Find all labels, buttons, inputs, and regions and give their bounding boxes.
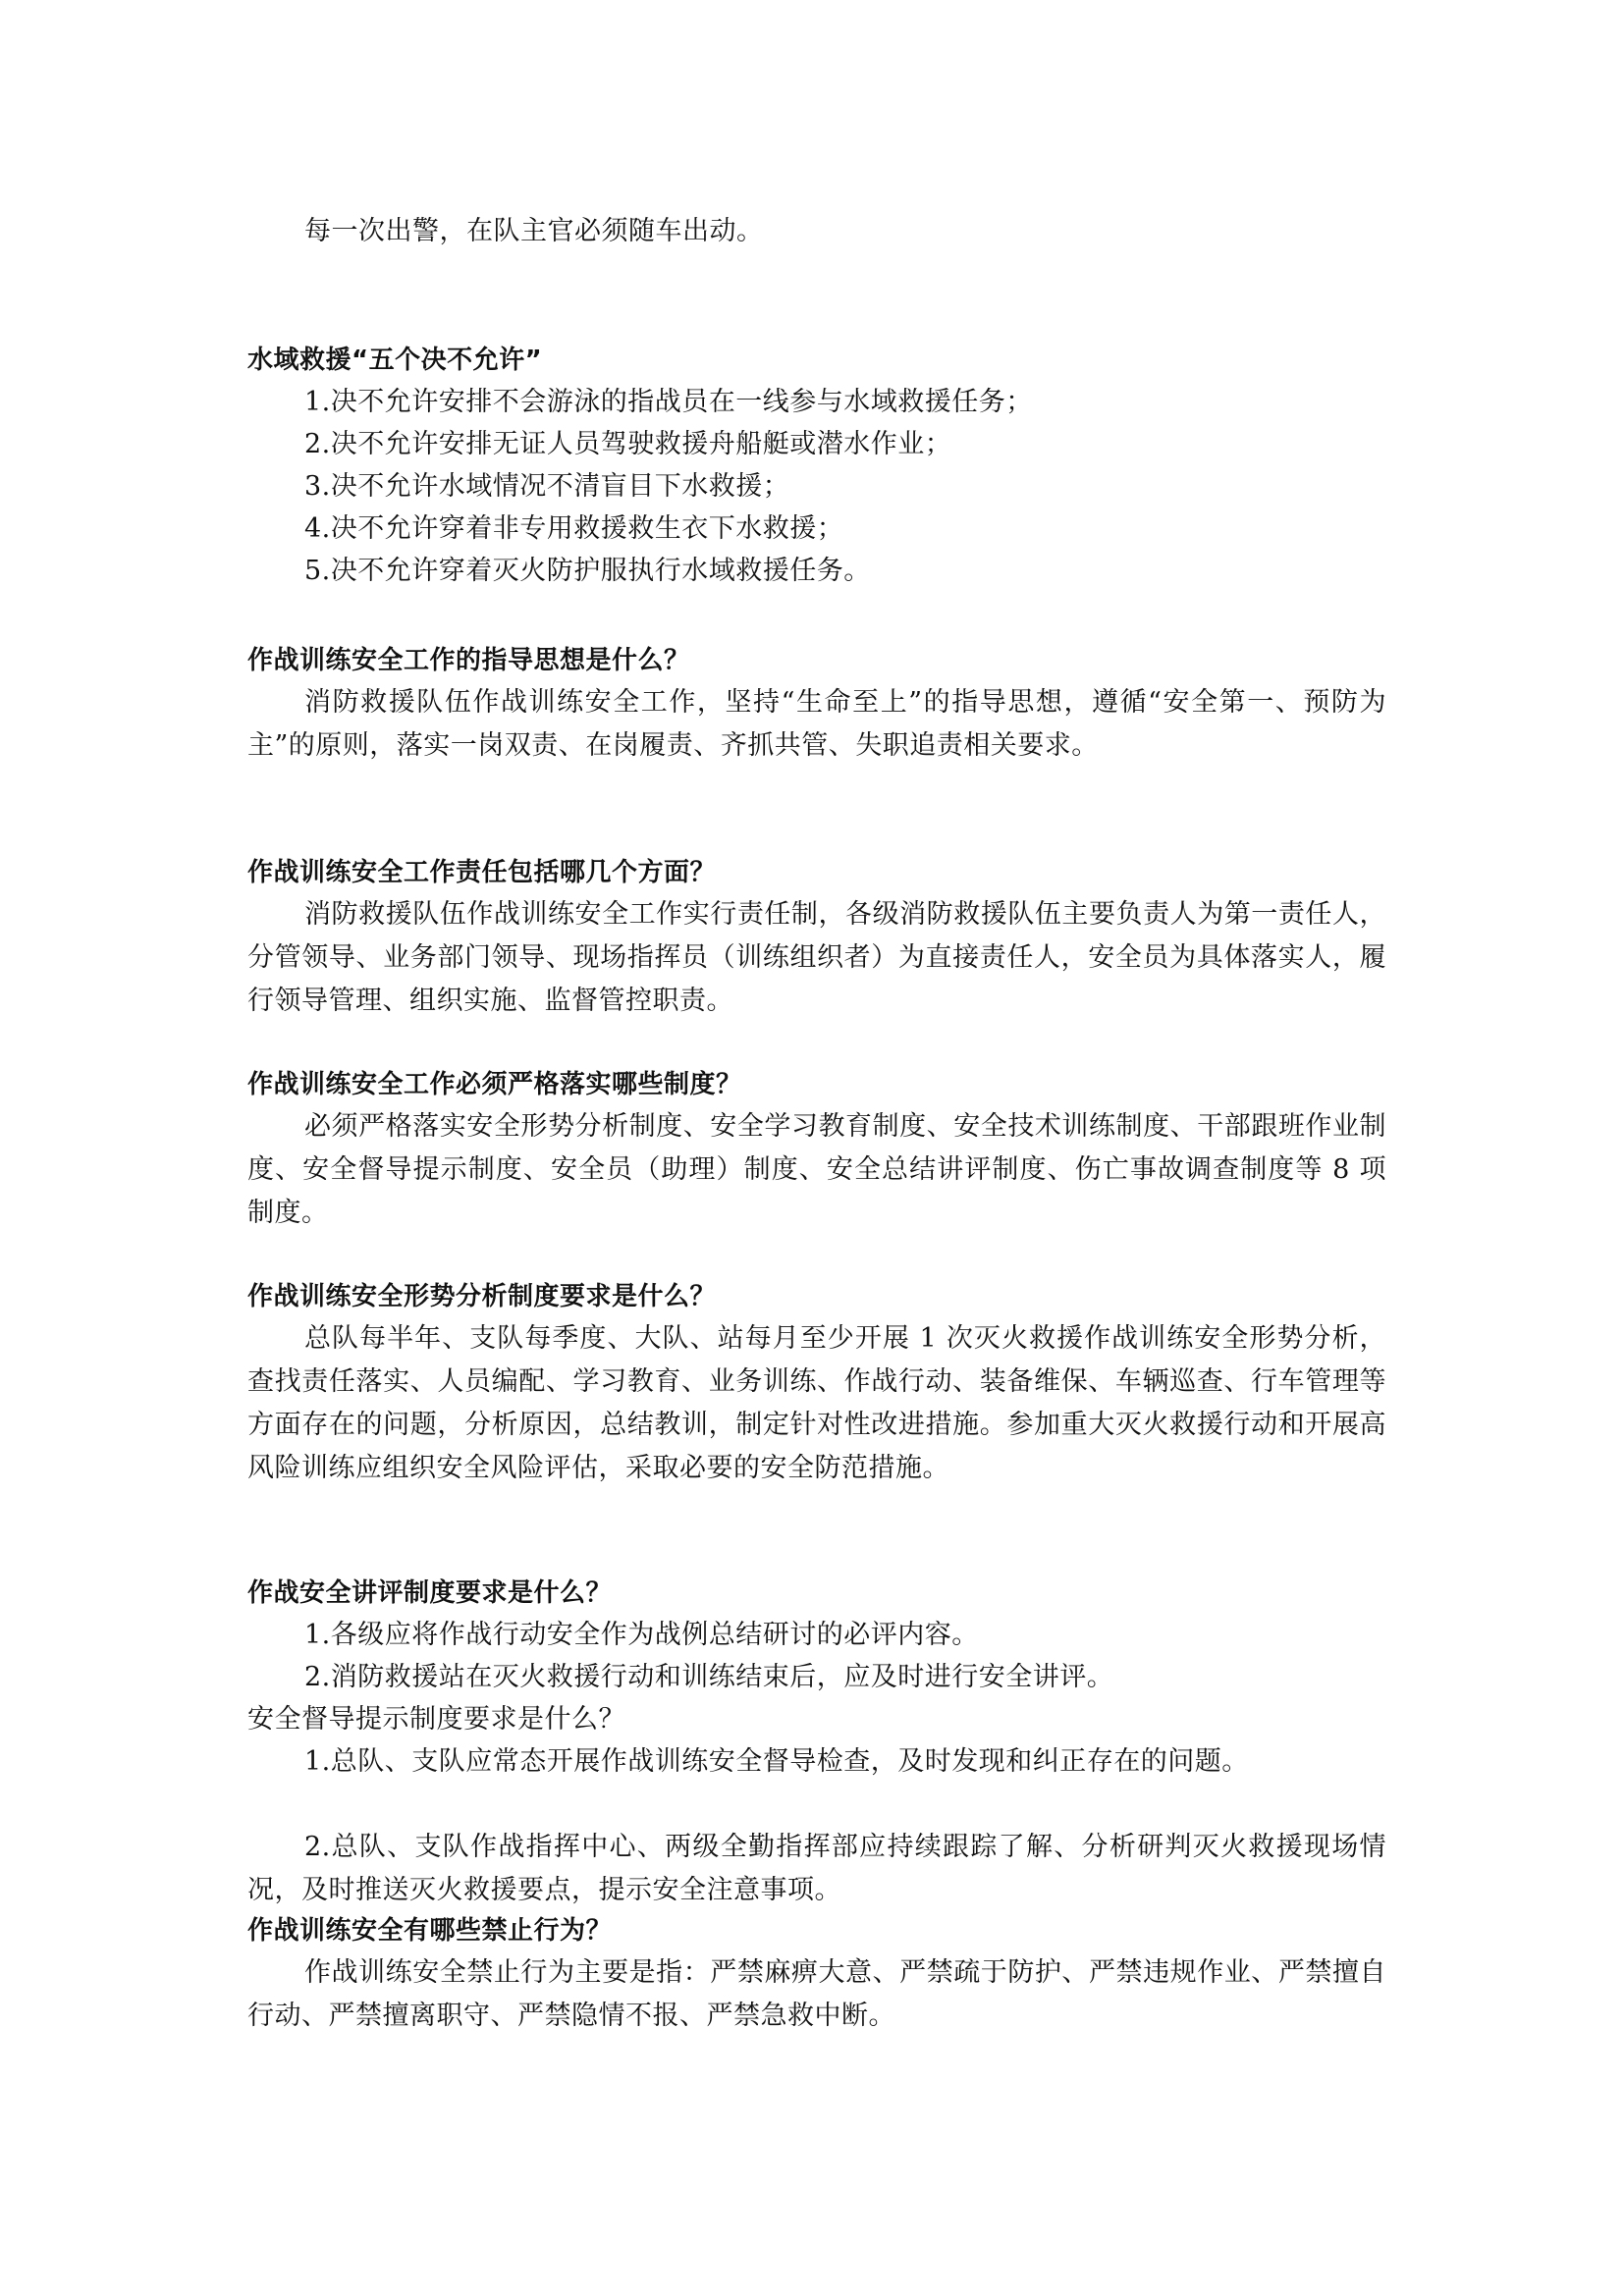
heading-responsibility: 作战训练安全工作责任包括哪几个方面？ [247, 858, 717, 887]
heading-supervision: 安全督导提示制度要求是什么？ [247, 1704, 625, 1735]
list-item: 2.消防救援站在灭火救援行动和训练结束后，应及时进行安全讲评。 [304, 1662, 1114, 1692]
paragraph-situation-analysis: 总队每半年、支队每季度、大队、站每月至少开展 1 次灭火救援作战训练安全形势分析，查找责任落实、人员编配、学习教育、业务训练、作战行动、装备维保、车辆巡查、行车管理等方面存在的问题，分析原因，总结教训，制定针对性改进措施。参加重大灭火救援行动和开展高风险训练应组织安全风险评估，采取必要的安全防范措施。 [247, 1323, 1386, 1483]
heading-guiding-ideology: 作战训练安全工作的指导思想是什么？ [247, 646, 690, 675]
paragraph-supervision-1: 1.总队、支队应常态开展作战训练安全督导检查，及时发现和纠正存在的问题。 [304, 1746, 1249, 1777]
list-item: 5.决不允许穿着灭火防护服执行水域救援任务。 [304, 556, 871, 586]
paragraph-guiding-ideology: 消防救援队伍作战训练安全工作，坚持“生命至上”的指导思想，遵循“安全第一、预防为主”的原则，落实一岗双责、在岗履责、齐抓共管、失职追责相关要求。 [247, 687, 1386, 761]
list-item: 4.决不允许穿着非专用救援救生衣下水救援； [304, 513, 844, 544]
heading-safety-review: 作战安全讲评制度要求是什么？ [247, 1578, 613, 1608]
list-item: 3.决不允许水域情况不清盲目下水救援； [304, 471, 790, 502]
paragraph-supervision-2: 2.总队、支队作战指挥中心、两级全勤指挥部应持续跟踪了解、分析研判灭火救援现场情况，及时推送灭火救援要点，提示安全注意事项。 [247, 1832, 1386, 1905]
heading-systems: 作战训练安全工作必须严格落实哪些制度？ [247, 1070, 742, 1099]
heading-prohibited-behaviors: 作战训练安全有哪些禁止行为？ [247, 1916, 613, 1946]
paragraph-prohibited-behaviors: 作战训练安全禁止行为主要是指：严禁麻痹大意、严禁疏于防护、严禁违规作业、严禁擅自行动、严禁擅离职守、严禁隐情不报、严禁急救中断。 [247, 1957, 1386, 2031]
list-item: 1.决不允许安排不会游泳的指战员在一线参与水域救援任务； [304, 387, 1033, 417]
heading-water-rescue: 水域救援“五个决不允许” [247, 346, 543, 375]
heading-situation-analysis: 作战训练安全形势分析制度要求是什么？ [247, 1282, 717, 1311]
intro-line: 每一次出警，在队主官必须随车出动。 [304, 216, 764, 246]
paragraph-systems: 必须严格落实安全形势分析制度、安全学习教育制度、安全技术训练制度、干部跟班作业制度、安全督导提示制度、安全员（助理）制度、安全总结讲评制度、伤亡事故调查制度等 8 项制度。 [247, 1111, 1386, 1228]
list-item: 1.各级应将作战行动安全作为战例总结研讨的必评内容。 [304, 1620, 979, 1650]
paragraph-responsibility: 消防救援队伍作战训练安全工作实行责任制，各级消防救援队伍主要负责人为第一责任人，分管领导、业务部门领导、现场指挥员（训练组织者）为直接责任人，安全员为具体落实人，履行领导管理、组织实施、监督管控职责。 [247, 899, 1386, 1016]
list-item: 2.决不允许安排无证人员驾驶救援舟船艇或潜水作业； [304, 429, 952, 459]
